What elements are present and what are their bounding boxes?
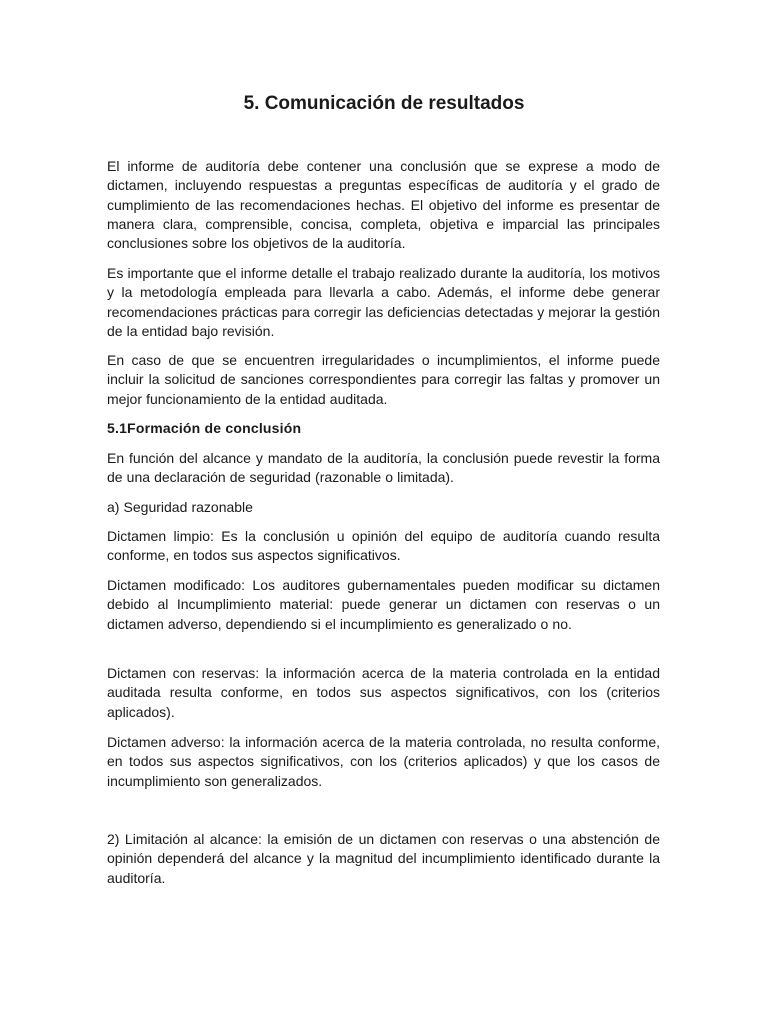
- paragraph-intro: El informe de auditoría debe contener una conclusión que se exprese a modo de dictamen, incluyendo respuestas a preguntas específicas de auditoría y el grado de cumplimiento de las recomendaciones hechas. El objetivo del informe es presentar de manera clara, comprensible, concisa, completa, objetiva e imparcial las principales conclusiones sobre los objetivos de la auditoría.: [107, 158, 660, 252]
- list-item-reasonable-assurance: a) Seguridad razonable: [107, 499, 253, 515]
- paragraph-report-detail: Es importante que el informe detalle el trabajo realizado durante la auditoría, los motivos y la metodología empleada para llevarla a cabo. Además, el informe debe generar recomendaciones prácticas para corregir las deficiencias detectadas y mejorar la gestión de la entidad bajo revisión.: [107, 265, 660, 339]
- paragraph-scope: En función del alcance y mandato de la auditoría, la conclusión puede revestir la forma de una declaración de seguridad (razonable o limitada).: [107, 450, 660, 486]
- page-title: 5. Comunicación de resultados: [243, 93, 525, 114]
- section-heading: 5.1Formación de conclusión: [107, 420, 302, 436]
- paragraph-scope-limitation: 2) Limitación al alcance: la emisión de un dictamen con reservas o una abstención de opinión dependerá del alcance y la magnitud del incumplimiento identificado durante la auditoría.: [107, 831, 660, 886]
- paragraph-qualified-opinion: Dictamen con reservas: la información acerca de la materia controlada en la entidad auditada resulta conforme, en todos sus aspectos significativos, con los (criterios aplicados).: [107, 665, 660, 720]
- paragraph-clean-opinion: Dictamen limpio: Es la conclusión u opinión del equipo de auditoría cuando resulta conforme, en todos sus aspectos significativos.: [107, 528, 660, 564]
- paragraph-modified-opinion: Dictamen modificado: Los auditores gubernamentales pueden modificar su dictamen debido al Incumplimiento material: puede generar un dictamen con reservas o un dictamen adverso, dependiendo si el incumplimiento es generalizado o no.: [107, 577, 660, 632]
- paragraph-adverse-opinion: Dictamen adverso: la información acerca de la materia controlada, no resulta conforme, en todos sus aspectos significativos, con los (criterios aplicados) y que los casos de incumplimiento son generalizados.: [107, 734, 660, 789]
- paragraph-irregularities: En caso de que se encuentren irregularidades o incumplimientos, el informe puede incluir la solicitud de sanciones correspondientes para corregir las faltas y promover un mejor funcionamiento de la entidad auditada.: [107, 352, 660, 407]
